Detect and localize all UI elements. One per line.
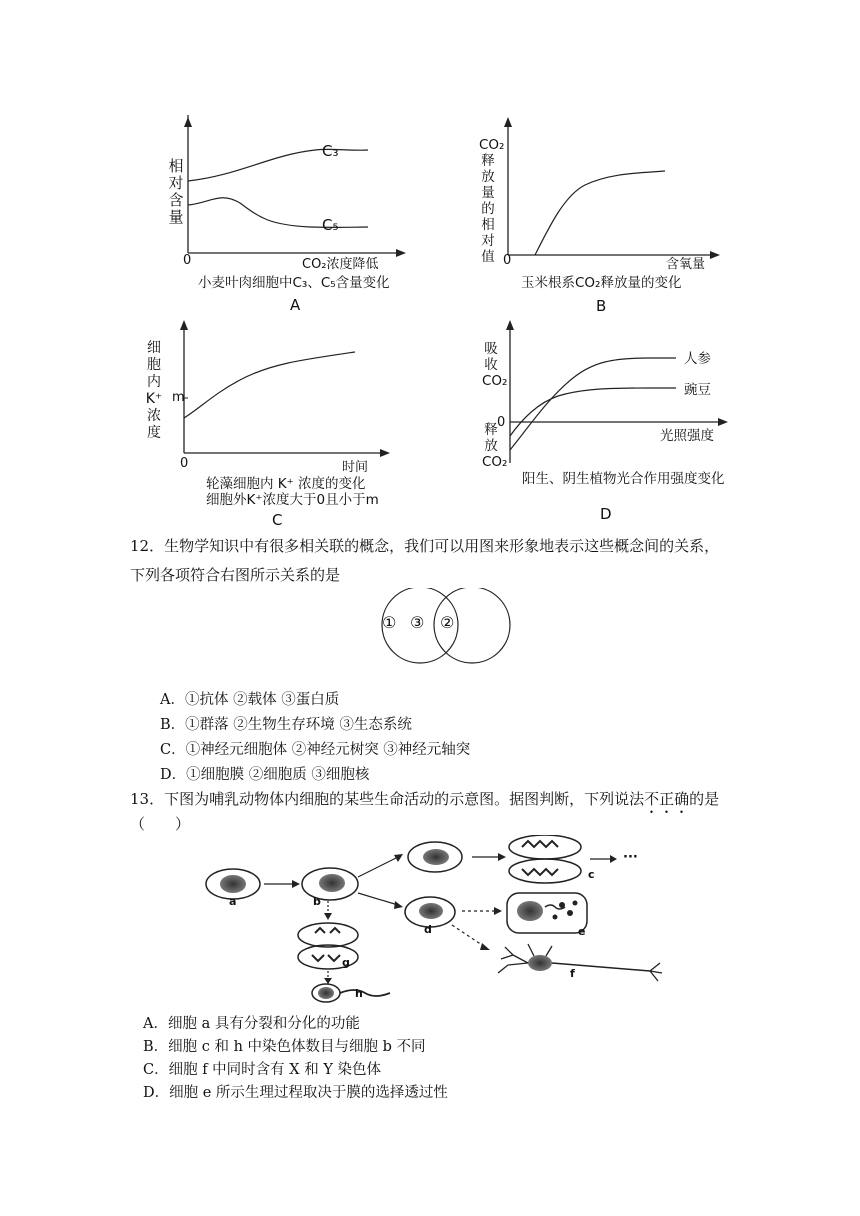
cell-top-interphase (408, 842, 462, 872)
graph-c-xlabel: 时间 (342, 460, 369, 475)
cell-f (498, 944, 662, 981)
graph-c-origin: 0 (180, 456, 189, 471)
cell-label-d: d (424, 923, 432, 936)
q13-option-a: A．细胞 a 具有分裂和分化的功能 (143, 1016, 360, 1032)
cell-b (302, 868, 358, 900)
q12-option-b: B．①群落 ②生物生存环境 ③生态系统 (160, 717, 412, 733)
graph-c (170, 318, 400, 463)
cell-c (509, 835, 581, 883)
graph-b-xlabel: 含氧量 (666, 257, 706, 272)
question-13-paren: （ ） (130, 815, 191, 833)
venn-label-1: ① (382, 613, 397, 632)
cell-label-c: c (588, 868, 595, 881)
graph-d-letter: D (600, 505, 612, 523)
cell-h (312, 984, 390, 1002)
graph-c-caption-1: 轮藻细胞内 K⁺ 浓度的变化 (206, 476, 366, 492)
q13-option-c: C．细胞 f 中同时含有 X 和 Y 染色体 (143, 1062, 382, 1078)
cell-diagram (200, 835, 680, 1005)
graph-c-letter: C (272, 511, 283, 529)
graph-a-xlabel: CO₂浓度降低 (302, 257, 379, 272)
graph-b-ylabel: CO₂释放量的相对值 (479, 137, 505, 265)
graph-d-xlabel: 光照强度 (660, 428, 714, 444)
cell-label-a: a (229, 895, 237, 908)
graph-c-caption-2: 细胞外K⁺浓度大于0且小于m (206, 492, 379, 508)
q12-option-d: D．①细胞膜 ②细胞质 ③细胞核 (160, 767, 370, 783)
q13-option-b: B．细胞 c 和 h 中染色体数目与细胞 b 不同 (143, 1039, 426, 1055)
venn-label-3: ③ (410, 613, 425, 632)
graph-d-origin: 0 (497, 415, 506, 430)
graph-c-ymark: m (172, 390, 185, 405)
graph-d-curve-renshen: 人参 (684, 351, 711, 367)
cell-ellipsis: ··· (623, 850, 638, 865)
graph-b-origin: 0 (503, 253, 512, 268)
graph-a-curve-c3: C₃ (322, 142, 339, 160)
graph-a-curve-c5: C₅ (322, 216, 339, 234)
cell-label-b: b (313, 895, 321, 908)
graph-d-ylabel-top: 吸收CO₂ (482, 341, 508, 389)
graph-a-origin: 0 (183, 253, 192, 268)
q12-option-a: A．①抗体 ②载体 ③蛋白质 (160, 692, 340, 708)
question-12-stem: 12．生物学知识中有很多相关联的概念，我们可以用图来形象地表示这些概念间的关系，下列各项符合右图所示关系的是 (130, 537, 720, 584)
graph-b-letter: B (596, 297, 607, 315)
question-13-stem (130, 785, 740, 817)
graph-a-caption: 小麦叶肉细胞中C₃、C₅含量变化 (198, 275, 390, 291)
question-13-stem-pre: 13．下图为哺乳动物体内细胞的某些生命活动的示意图。据图判断，下列说法 (130, 790, 645, 808)
cell-label-g: g (342, 956, 350, 969)
venn-label-2: ② (440, 613, 455, 632)
graph-a-letter: A (290, 296, 301, 314)
cell-label-h: h (355, 987, 363, 1000)
question-13-stem-emph: 不正确 (644, 790, 690, 808)
q13-option-d: D．细胞 e 所示生理过程取决于膜的选择透过性 (143, 1085, 448, 1101)
q12-option-c: C．①神经元细胞体 ②神经元树突 ③神经元轴突 (160, 742, 471, 758)
cell-label-e: e (578, 925, 586, 938)
graph-b-caption: 玉米根系CO₂释放量的变化 (521, 275, 682, 291)
cell-e (507, 893, 587, 933)
graph-d-caption: 阳生、阴生植物光合作用强度变化 (522, 471, 725, 487)
cell-label-f: f (570, 967, 575, 980)
graph-b (490, 115, 730, 265)
question-13-stem-post: 的是 (689, 790, 720, 808)
graph-d-curve-wandou: 豌豆 (684, 382, 711, 398)
graph-c-ylabel: 细胞内K⁺浓度 (145, 340, 163, 441)
graph-a-ylabel: 相对含量 (168, 157, 184, 226)
graph-d-ylabel-bottom: 释放CO₂ (482, 422, 508, 470)
